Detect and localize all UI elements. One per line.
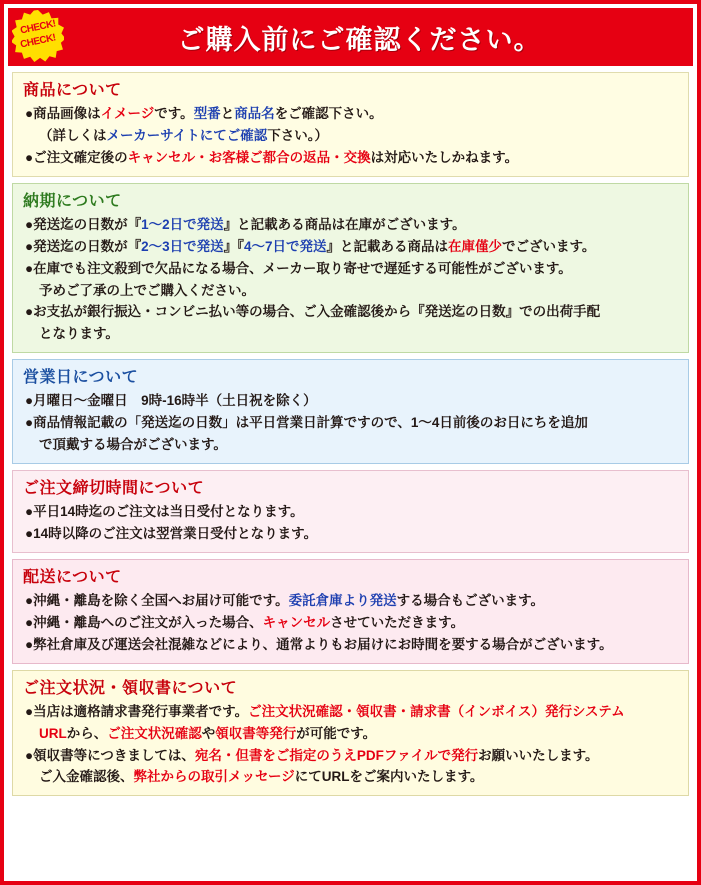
text-fragment: 』と記載ある商品は在庫がございます。 [223, 216, 466, 232]
notice-text [25, 215, 678, 236]
notice-bullet-line [25, 215, 678, 236]
notice-text [25, 502, 678, 523]
text-fragment: 』と記載ある商品は [326, 238, 448, 254]
text-fragment: する場合もございます。 [396, 592, 544, 608]
section-title: 配送について [23, 568, 122, 586]
notice-bullet-line [25, 746, 678, 767]
text-fragment: は対応いたしかねます。 [370, 149, 519, 165]
text-fragment: 下さい。） [267, 127, 329, 143]
notice-text [25, 746, 678, 767]
text-fragment: 在庫僅少 [447, 238, 502, 254]
text-fragment: となります。 [39, 326, 119, 342]
text-fragment: 1～2日で発送 [141, 216, 224, 232]
section-body [13, 390, 688, 456]
section-body [13, 501, 688, 545]
notice-bullet-line [25, 613, 678, 634]
notice-section [12, 670, 689, 797]
text-fragment: や [201, 725, 216, 741]
text-fragment: ●沖縄・離島を除く全国へお届け可能です。 [25, 592, 289, 608]
text-fragment: ご注文状況確認・領収書・請求書（インボイス）発行システム [248, 703, 625, 719]
text-fragment: 予めご了承の上でご購入ください。 [39, 282, 255, 298]
text-fragment: 商品名 [234, 106, 275, 121]
notice-text [25, 302, 678, 323]
notice-text [25, 613, 678, 634]
text-fragment: が可能です。 [296, 725, 377, 741]
text-fragment: （詳しくは [39, 127, 107, 143]
text-fragment: ●ご注文確定後の [25, 149, 128, 165]
text-fragment: から、 [66, 725, 108, 741]
text-fragment: ●在庫でも注文殺到で欠品になる場合、メーカー取り寄せで遅延する可能性がございます。 [25, 260, 572, 276]
text-fragment: ご注文状況確認 [107, 725, 202, 741]
notice-continuation-line [25, 724, 678, 745]
notice-text [25, 104, 678, 125]
notice-text [39, 724, 678, 745]
notice-text [25, 237, 678, 258]
notice-section [12, 183, 689, 354]
text-fragment: 型番 [193, 106, 221, 121]
text-fragment: ●お支払が銀行振込・コンビニ払い等の場合、ご入金確認後から『発送迄の日数』での出荷手配 [25, 304, 601, 320]
notice-text [25, 259, 678, 280]
notice-bullet-line [25, 591, 678, 612]
notice-section [12, 359, 689, 464]
text-fragment: メーカーサイトにてご確認 [106, 127, 268, 143]
notice-text [25, 148, 678, 169]
notice-text [39, 281, 678, 302]
notice-section [12, 470, 689, 553]
text-fragment: ●領収書等につきましては、 [25, 747, 195, 763]
notice-text [25, 391, 678, 412]
page-header [8, 8, 693, 66]
section-title: 営業日について [23, 369, 139, 387]
text-fragment: でございます。 [501, 238, 596, 254]
text-fragment: キャンセル [262, 614, 331, 630]
notice-continuation-line [25, 435, 678, 456]
text-fragment: キャンセル・お客様ご都合の返品・交換 [127, 149, 371, 165]
text-fragment: ●商品画像は [25, 106, 101, 121]
text-fragment: 弊社からの取引メッセージ [133, 769, 295, 785]
check-badge-line1: CHECK! [19, 18, 57, 37]
notice-text [39, 324, 678, 345]
text-fragment: で頂戴する場合がございます。 [39, 437, 227, 453]
section-title: 商品について [23, 82, 122, 99]
notice-bullet-line [25, 302, 678, 323]
notice-text [39, 435, 678, 456]
text-fragment: ●14時以降のご注文は翌営業日受付となります。 [25, 525, 318, 541]
text-fragment: 2～3日で発送 [141, 238, 224, 254]
notice-text [39, 126, 678, 147]
text-fragment: ●月曜日～金曜日 9時-16時半（土日祝を除く） [25, 393, 317, 409]
section-body [13, 701, 688, 789]
page-title: ご購入前にご確認ください。 [177, 24, 542, 55]
text-fragment: イメージ [100, 106, 155, 121]
text-fragment: ご入金確認後、 [39, 769, 134, 785]
check-badge-icon [12, 10, 64, 62]
notice-text [25, 524, 678, 545]
text-fragment: URL [39, 725, 67, 741]
notice-text [25, 702, 678, 723]
notice-bullet-line [25, 104, 678, 125]
notice-text [25, 635, 678, 656]
notice-bullet-line [25, 524, 678, 545]
sections-container [4, 72, 697, 796]
text-fragment: させていただきます。 [330, 614, 465, 630]
text-fragment: ●沖縄・離島へのご注文が入った場合、 [25, 614, 263, 630]
section-body [13, 590, 688, 656]
section-title: ご注文締切時間について [23, 480, 205, 498]
text-fragment: お願いいたします。 [478, 747, 599, 763]
notice-bullet-line [25, 148, 678, 169]
notice-text [39, 767, 678, 788]
notice-text [25, 413, 678, 434]
section-body [13, 214, 688, 346]
notice-bullet-line [25, 502, 678, 523]
notice-continuation-line [25, 324, 678, 345]
notice-bullet-line [25, 702, 678, 723]
text-fragment: 』『 [223, 238, 244, 254]
notice-continuation-line [25, 767, 678, 788]
text-fragment: ●発送迄の日数が『 [25, 216, 142, 232]
notice-bullet-line [25, 391, 678, 412]
notice-bullet-line [25, 237, 678, 258]
text-fragment: にてURLをご案内いたします。 [294, 769, 484, 785]
text-fragment: 宛名・但書をご指定のうえPDFファイルで発行 [194, 747, 479, 763]
text-fragment: ●商品情報記載の「発送迄の日数」は平日営業日計算ですので、1～4日前後のお日にちを追加 [25, 415, 588, 431]
notice-continuation-line [25, 281, 678, 302]
text-fragment: ●発送迄の日数が『 [25, 238, 142, 254]
check-badge-line2: CHECK! [19, 32, 57, 51]
notice-bullet-line [25, 635, 678, 656]
text-fragment: をご確認下さい。 [274, 106, 383, 121]
text-fragment: 領収書等発行 [215, 725, 297, 741]
notice-section [12, 559, 689, 664]
section-title: 納期について [23, 192, 122, 210]
text-fragment: 4～7日で発送 [243, 238, 327, 254]
notice-section [12, 72, 689, 177]
text-fragment: ●弊社倉庫及び運送会社混雑などにより、通常よりもお届けにお時間を要する場合がございます。 [25, 636, 613, 652]
text-fragment: です。 [154, 106, 194, 121]
notice-bullet-line [25, 259, 678, 280]
text-fragment: と [220, 106, 235, 121]
notice-bullet-line [25, 413, 678, 434]
notice-text [25, 591, 678, 612]
text-fragment: 委託倉庫より発送 [288, 592, 397, 608]
section-title: ご注文状況・領収書について [23, 679, 238, 697]
notice-continuation-line [25, 126, 678, 147]
text-fragment: ●当店は適格請求書発行事業者です。 [25, 703, 249, 719]
section-body [13, 103, 688, 169]
text-fragment: ●平日14時迄のご注文は当日受付となります。 [25, 504, 304, 520]
